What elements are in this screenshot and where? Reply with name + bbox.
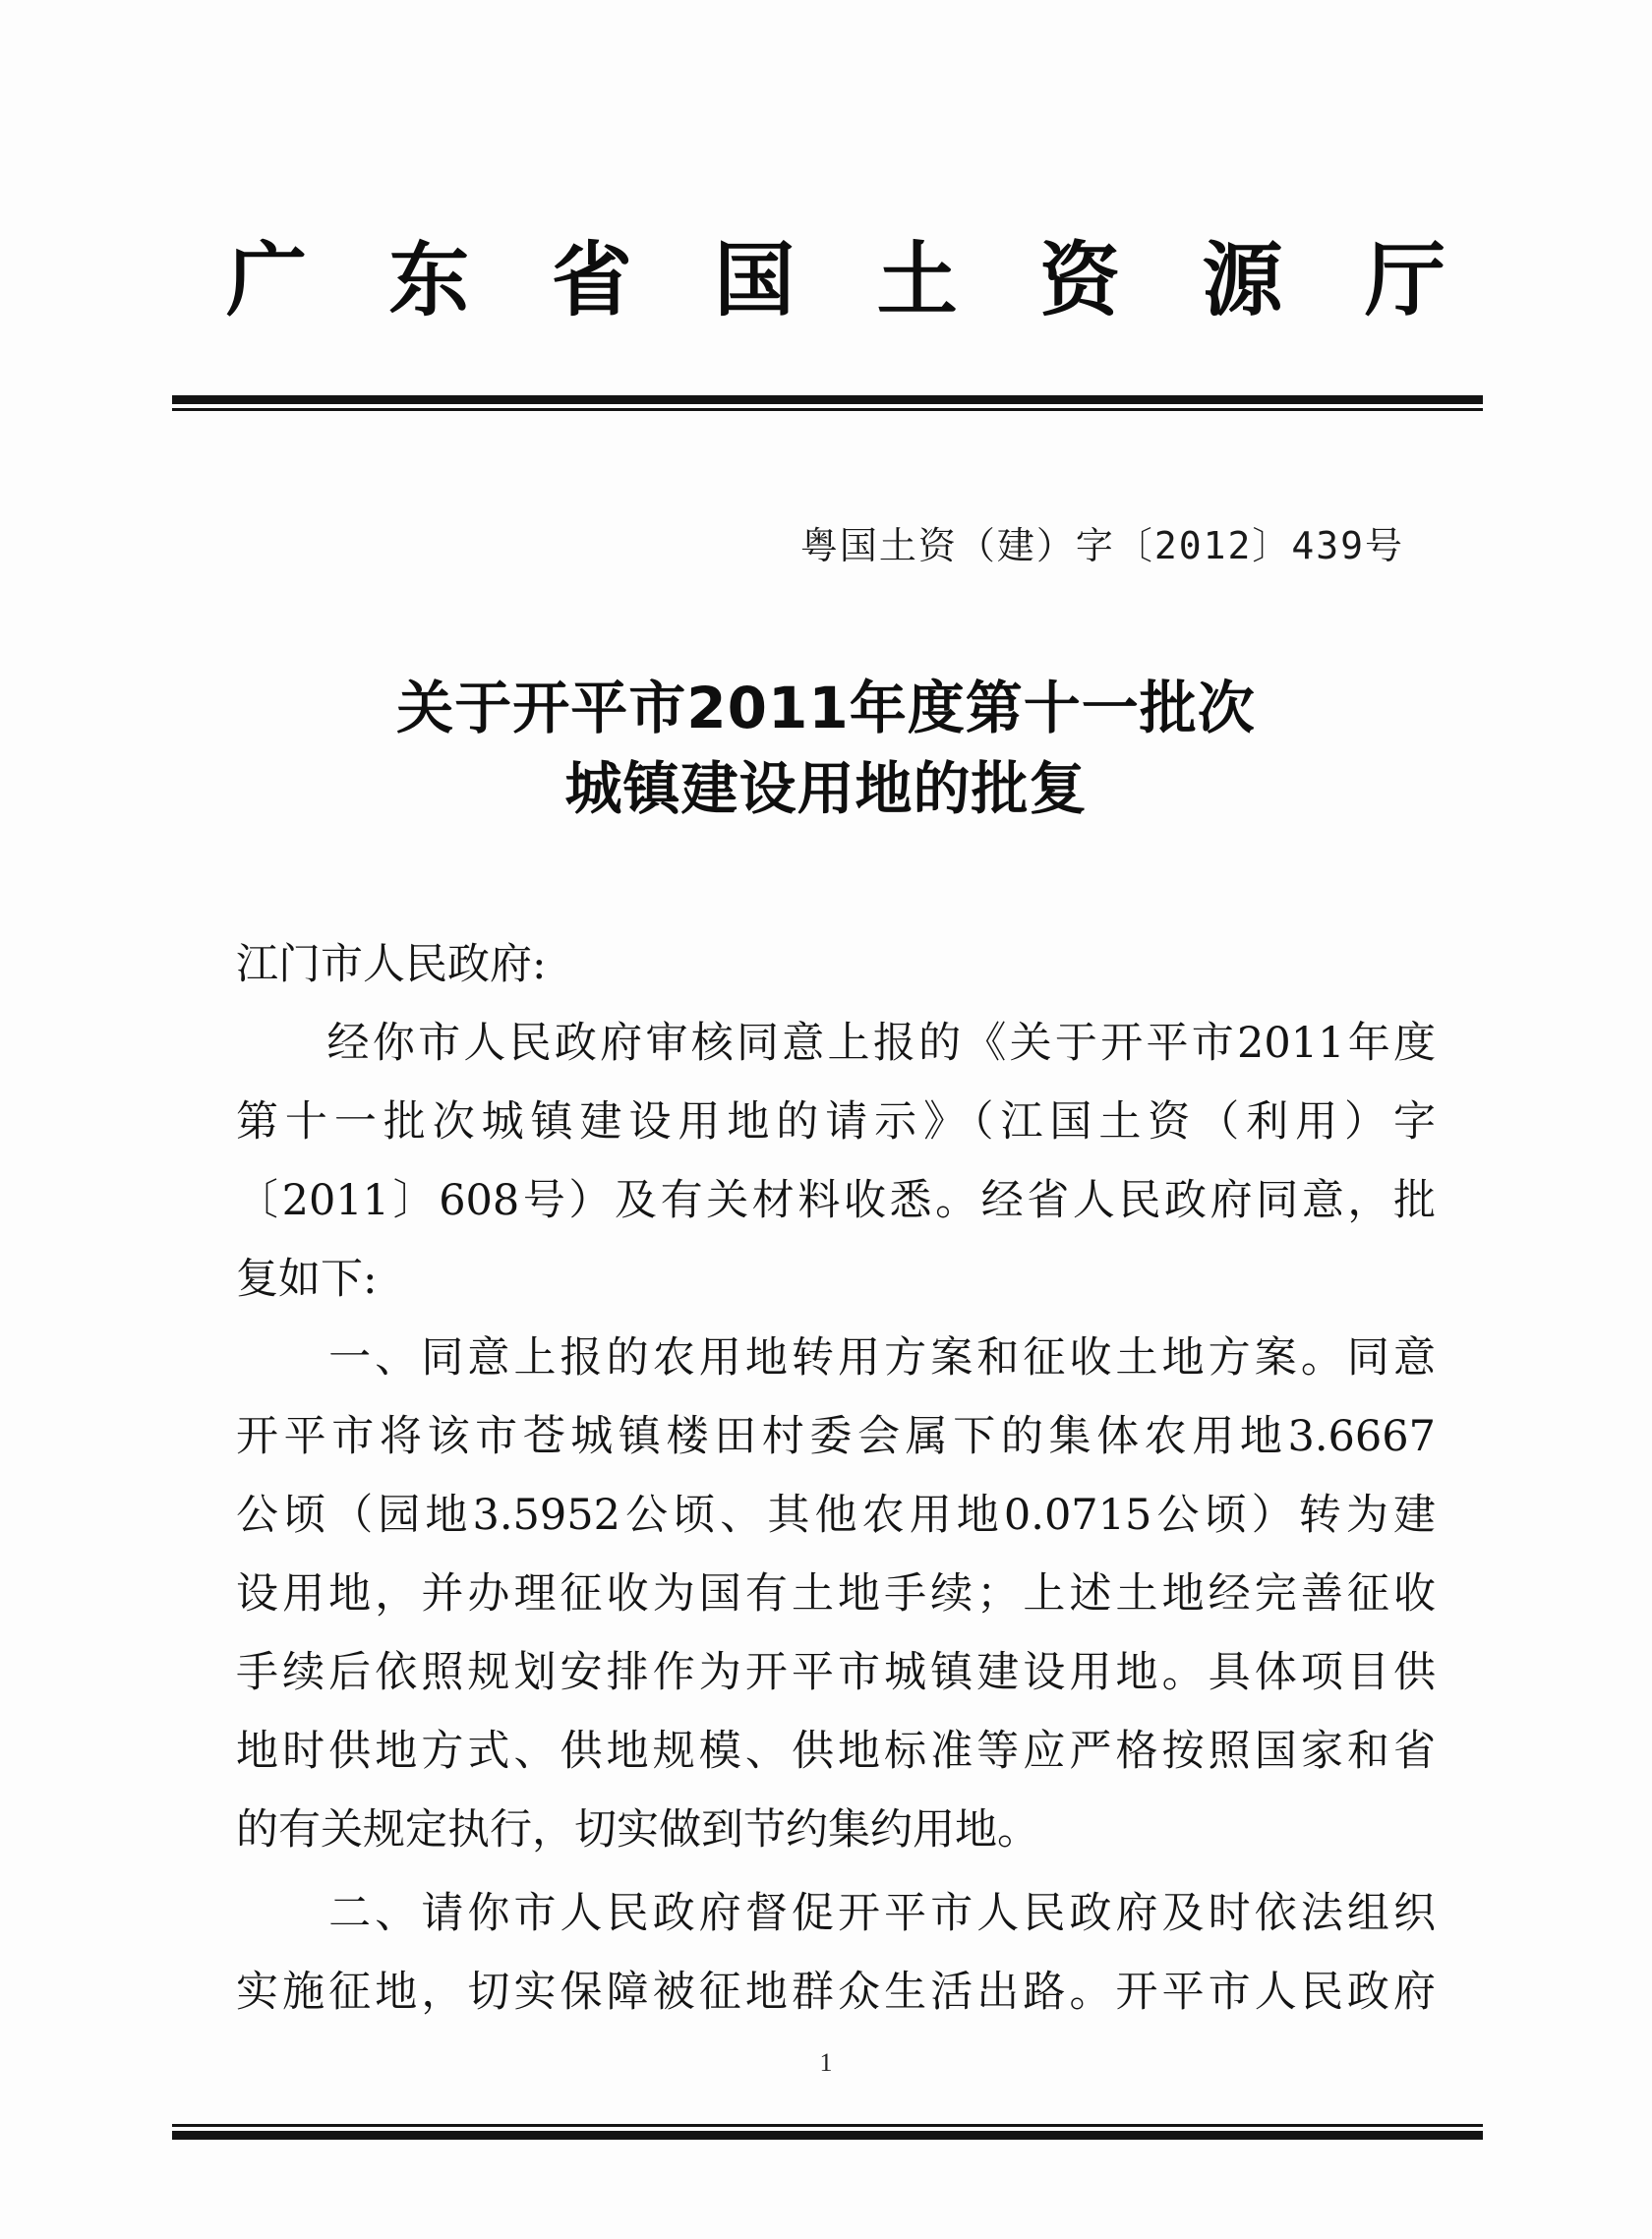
body-line: 第十一批次城镇建设用地的请示》（江国土资（利用）字	[236, 1097, 1436, 1147]
body-line: 复如下:	[236, 1255, 378, 1304]
body-line: 一、同意上报的农用地转用方案和征收土地方案。同意	[236, 1333, 1436, 1383]
document-title-line-1: 关于开平市2011年度第十一批次	[396, 675, 1256, 741]
header-rule-thick	[172, 395, 1483, 404]
body-line: 设用地，并办理征收为国有土地手续；上述土地经完善征收	[236, 1569, 1436, 1619]
body-line: 公顷（园地3.5952公顷、其他农用地0.0715公顷）转为建	[236, 1491, 1436, 1540]
body-line: 的有关规定执行，切实做到节约集约用地。	[236, 1805, 1039, 1855]
document-number: 粤国土资（建）字〔2012〕439号	[799, 524, 1404, 567]
header-char: 广	[226, 233, 308, 327]
header-char: 省	[551, 233, 632, 327]
body-line: 手续后依照规划安排作为开平市城镇建设用地。具体项目供	[236, 1648, 1436, 1697]
header-char: 土	[876, 233, 958, 327]
footer-rule-thin	[172, 2124, 1483, 2127]
header-rule-thin	[172, 408, 1483, 411]
header-char: 资	[1039, 233, 1121, 327]
header-char: 国	[714, 233, 796, 327]
issuing-authority-header	[226, 226, 1446, 334]
body-line: 经你市人民政府审核同意上报的《关于开平市2011年度	[236, 1019, 1436, 1068]
header-char: 源	[1202, 233, 1283, 327]
body-line: 地时供地方式、供地规模、供地标准等应严格按照国家和省	[236, 1727, 1436, 1776]
body-line: 开平市将该市苍城镇楼田村委会属下的集体农用地3.6667	[236, 1412, 1436, 1461]
body-line: 实施征地，切实保障被征地群众生活出路。开平市人民政府	[236, 1968, 1436, 2017]
salutation: 江门市人民政府:	[236, 940, 547, 989]
body-line: 〔2011〕608号）及有关材料收悉。经省人民政府同意，批	[236, 1176, 1436, 1225]
header-char: 东	[388, 233, 470, 327]
document-title-line-2: 城镇建设用地的批复	[564, 755, 1088, 822]
footer-rule-thick	[172, 2131, 1483, 2140]
header-char: 厅	[1364, 233, 1446, 327]
page-number: 1	[819, 2048, 833, 2077]
body-line: 二、请你市人民政府督促开平市人民政府及时依法组织	[236, 1889, 1436, 1938]
